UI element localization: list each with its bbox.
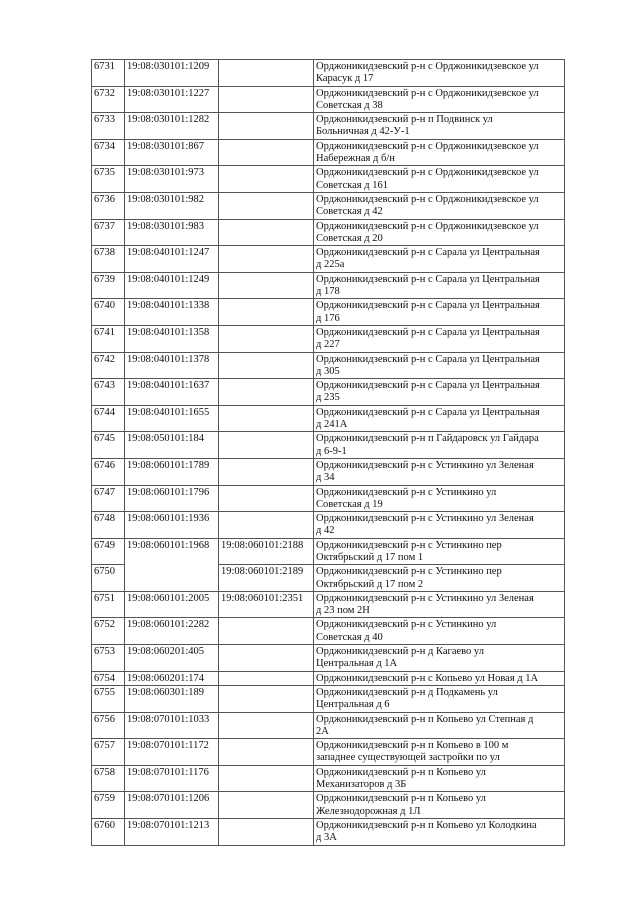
table-row <box>92 219 565 246</box>
row-number-cell: 6760 <box>92 818 125 845</box>
cadastral-number-cell: 19:08:070101:1172 <box>125 739 219 766</box>
address-line: Советская д 38 <box>316 99 383 111</box>
cadastral-number-cell: 19:08:030101:1227 <box>125 86 219 113</box>
table-row <box>92 712 565 739</box>
table-row <box>92 272 565 299</box>
cadastral-number-cell: 19:08:070101:1213 <box>125 818 219 845</box>
address-cell <box>314 86 565 113</box>
table-row <box>92 818 565 845</box>
address-line: д 305 <box>316 365 340 377</box>
table-row <box>92 246 565 273</box>
address-line: Октябрьский д 17 пом 1 <box>316 551 424 563</box>
row-number-cell: 6735 <box>92 166 125 193</box>
cadastral-number-cell: 19:08:030101:973 <box>125 166 219 193</box>
address-cell <box>314 325 565 352</box>
object-cadastral-number-cell <box>219 818 314 845</box>
row-number-cell: 6737 <box>92 219 125 246</box>
cadastral-number-cell: 19:08:030101:867 <box>125 139 219 166</box>
address-line: Орджоникидзевский р-н с Орджоникидзевское ул <box>316 61 539 72</box>
object-cadastral-number-cell: 19:08:060101:2189 <box>219 565 314 592</box>
cadastral-number-cell: 19:08:060101:1968 <box>125 538 219 591</box>
object-cadastral-number-cell <box>219 458 314 485</box>
object-cadastral-number-cell <box>219 139 314 166</box>
cadastral-number-cell: 19:08:060301:189 <box>125 685 219 712</box>
table-row <box>92 765 565 792</box>
address-line: Орджоникидзевский р-н с Сарала ул Центральная <box>316 353 540 365</box>
object-cadastral-number-cell <box>219 272 314 299</box>
address-cell <box>314 485 565 512</box>
row-number-cell: 6752 <box>92 618 125 645</box>
address-line: Орджоникидзевский р-н с Сарала ул Центральная <box>316 406 540 418</box>
row-number-cell: 6731 <box>92 60 125 87</box>
address-cell <box>314 192 565 219</box>
table-row <box>92 512 565 539</box>
row-number-cell: 6736 <box>92 192 125 219</box>
address-cell <box>314 591 565 618</box>
cadastral-number-cell: 19:08:060201:174 <box>125 671 219 685</box>
object-cadastral-number-cell <box>219 192 314 219</box>
object-cadastral-number-cell <box>219 166 314 193</box>
cadastral-number-cell: 19:08:070101:1176 <box>125 765 219 792</box>
cadastral-number-cell: 19:08:030101:982 <box>125 192 219 219</box>
object-cadastral-number-cell <box>219 299 314 326</box>
address-cell <box>314 618 565 645</box>
address-line: Орджоникидзевский р-н с Устинкино ул Зеленая <box>316 459 534 471</box>
address-cell <box>314 712 565 739</box>
object-cadastral-number-cell <box>219 379 314 406</box>
address-line: Советская д 161 <box>316 179 388 191</box>
row-number-cell: 6750 <box>92 565 125 592</box>
table-row <box>92 113 565 140</box>
cadastral-number-cell: 19:08:030101:1282 <box>125 113 219 140</box>
address-line: Орджоникидзевский р-н с Сарала ул Центральная <box>316 247 540 259</box>
row-number-cell: 6745 <box>92 432 125 459</box>
address-cell <box>314 352 565 379</box>
cadastral-number-cell: 19:08:040101:1655 <box>125 405 219 432</box>
cadastral-number-cell: 19:08:060101:1936 <box>125 512 219 539</box>
row-number-cell: 6753 <box>92 645 125 672</box>
cadastral-number-cell: 19:08:040101:1338 <box>125 299 219 326</box>
address-line: д 176 <box>316 312 340 324</box>
address-cell <box>314 739 565 766</box>
address-line: Октябрьский д 17 пом 2 <box>316 578 424 590</box>
row-number-cell: 6755 <box>92 685 125 712</box>
address-line: Орджоникидзевский р-н д Кагаево ул <box>316 646 484 658</box>
address-cell <box>314 565 565 592</box>
row-number-cell: 6743 <box>92 379 125 406</box>
address-cell <box>314 432 565 459</box>
cadastral-number-cell: 19:08:060101:2282 <box>125 618 219 645</box>
row-number-cell: 6732 <box>92 86 125 113</box>
object-cadastral-number-cell <box>219 618 314 645</box>
address-line: Орджоникидзевский р-н д Подкамень ул <box>316 686 498 698</box>
address-line: Карасук д 17 <box>316 73 374 85</box>
address-line: Орджоникидзевский р-н с Орджоникидзевское ул <box>316 193 539 205</box>
object-cadastral-number-cell <box>219 671 314 685</box>
address-cell <box>314 512 565 539</box>
object-cadastral-number-cell <box>219 739 314 766</box>
table-row <box>92 405 565 432</box>
table-row <box>92 166 565 193</box>
address-cell <box>314 765 565 792</box>
address-line: Советская д 42 <box>316 206 383 218</box>
address-line: Орджоникидзевский р-н п Копьево ул <box>316 766 486 778</box>
address-cell <box>314 792 565 819</box>
address-line: Орджоникидзевский р-н п Подвинск ул <box>316 114 493 126</box>
address-cell <box>314 818 565 845</box>
address-line: Орджоникидзевский р-н с Орджоникидзевское ул <box>316 220 539 232</box>
address-line: Орджоникидзевский р-н с Устинкино ул <box>316 619 497 631</box>
table-row <box>92 352 565 379</box>
address-line: Механизаторов д 3Б <box>316 779 407 791</box>
address-cell <box>314 139 565 166</box>
address-line: Советская д 19 <box>316 498 383 510</box>
row-number-cell: 6733 <box>92 113 125 140</box>
object-cadastral-number-cell <box>219 765 314 792</box>
cadastral-number-cell: 19:08:050101:184 <box>125 432 219 459</box>
table-row <box>92 618 565 645</box>
address-line: западнее существующей застройки по ул <box>316 752 500 764</box>
object-cadastral-number-cell <box>219 685 314 712</box>
address-line: д 6-9-1 <box>316 445 347 457</box>
address-cell <box>314 272 565 299</box>
address-line: Орджоникидзевский р-н с Орджоникидзевское ул <box>316 140 539 152</box>
cadastral-number-cell: 19:08:030101:983 <box>125 219 219 246</box>
table-row <box>92 739 565 766</box>
object-cadastral-number-cell: 19:08:060101:2351 <box>219 591 314 618</box>
address-line: д 225а <box>316 259 345 271</box>
address-cell <box>314 219 565 246</box>
cadastral-number-cell: 19:08:040101:1637 <box>125 379 219 406</box>
address-cell <box>314 166 565 193</box>
object-cadastral-number-cell <box>219 485 314 512</box>
table-row <box>92 139 565 166</box>
address-line: Больничная д 42-У-1 <box>316 126 410 138</box>
cadastral-number-cell: 19:08:060101:1796 <box>125 485 219 512</box>
address-line: Центральная д 1А <box>316 658 398 670</box>
address-cell <box>314 671 565 685</box>
table-row <box>92 671 565 685</box>
cadastral-number-cell: 19:08:070101:1206 <box>125 792 219 819</box>
address-line: Орджоникидзевский р-н п Копьево ул <box>316 793 486 805</box>
address-line: Орджоникидзевский р-н п Гайдаровск ул Гайдара <box>316 433 539 445</box>
address-cell <box>314 379 565 406</box>
address-cell <box>314 299 565 326</box>
row-number-cell: 6757 <box>92 739 125 766</box>
address-line: д 3А <box>316 832 337 844</box>
table-row <box>92 192 565 219</box>
address-cell <box>314 458 565 485</box>
row-number-cell: 6758 <box>92 765 125 792</box>
row-number-cell: 6738 <box>92 246 125 273</box>
row-number-cell: 6748 <box>92 512 125 539</box>
object-cadastral-number-cell: 19:08:060101:2188 <box>219 538 314 565</box>
row-number-cell: 6741 <box>92 325 125 352</box>
row-number-cell: 6756 <box>92 712 125 739</box>
address-line: Орджоникидзевский р-н с Орджоникидзевское ул <box>316 167 539 179</box>
address-line: д 23 пом 2Н <box>316 605 370 617</box>
row-number-cell: 6759 <box>92 792 125 819</box>
row-number-cell: 6740 <box>92 299 125 326</box>
object-cadastral-number-cell <box>219 405 314 432</box>
object-cadastral-number-cell <box>219 645 314 672</box>
cadastral-number-cell: 19:08:060101:1789 <box>125 458 219 485</box>
address-line: Советская д 40 <box>316 631 383 643</box>
row-number-cell: 6751 <box>92 591 125 618</box>
address-line: д 178 <box>316 286 340 298</box>
cadastral-number-cell: 19:08:040101:1249 <box>125 272 219 299</box>
object-cadastral-number-cell <box>219 60 314 87</box>
object-cadastral-number-cell <box>219 86 314 113</box>
table-row <box>92 591 565 618</box>
table-row <box>92 60 565 87</box>
address-line: 2А <box>316 725 329 737</box>
register-table <box>91 59 565 846</box>
object-cadastral-number-cell <box>219 792 314 819</box>
address-line: Набережная д б/н <box>316 153 395 165</box>
table-row <box>92 299 565 326</box>
row-number-cell: 6734 <box>92 139 125 166</box>
address-line: Центральная д 6 <box>316 699 390 711</box>
address-line: д 241А <box>316 419 348 431</box>
table-row <box>92 538 565 565</box>
cadastral-number-cell: 19:08:070101:1033 <box>125 712 219 739</box>
address-line: Орджоникидзевский р-н с Сарала ул Центральная <box>316 300 540 312</box>
address-line: Орджоникидзевский р-н с Устинкино пер <box>316 539 502 551</box>
address-cell <box>314 405 565 432</box>
address-line: Железнодорожная д 1Л <box>316 805 421 817</box>
cadastral-number-cell: 19:08:060101:2005 <box>125 591 219 618</box>
object-cadastral-number-cell <box>219 219 314 246</box>
address-line: Орджоникидзевский р-н с Орджоникидзевское ул <box>316 87 539 99</box>
object-cadastral-number-cell <box>219 113 314 140</box>
row-number-cell: 6739 <box>92 272 125 299</box>
address-cell <box>314 645 565 672</box>
row-number-cell: 6747 <box>92 485 125 512</box>
address-line: д 227 <box>316 339 340 351</box>
address-line: Советская д 20 <box>316 232 383 244</box>
address-line: д 34 <box>316 472 335 484</box>
address-cell <box>314 538 565 565</box>
cadastral-number-cell: 19:08:040101:1247 <box>125 246 219 273</box>
object-cadastral-number-cell <box>219 352 314 379</box>
address-line: Орджоникидзевский р-н с Сарала ул Центральная <box>316 273 540 285</box>
cadastral-number-cell: 19:08:030101:1209 <box>125 60 219 87</box>
address-line: Орджоникидзевский р-н с Устинкино ул Зеленая <box>316 513 534 525</box>
table-row <box>92 379 565 406</box>
table-row <box>92 485 565 512</box>
address-line: д 42 <box>316 525 335 537</box>
address-line: Орджоникидзевский р-н п Копьево ул Колодкина <box>316 819 537 831</box>
address-line: Орджоникидзевский р-н с Устинкино пер <box>316 566 502 578</box>
address-line: Орджоникидзевский р-н п Копьево ул Степная д <box>316 713 534 725</box>
table-row <box>92 792 565 819</box>
address-line: Орджоникидзевский р-н с Сарала ул Центральная <box>316 380 540 392</box>
table-row <box>92 432 565 459</box>
object-cadastral-number-cell <box>219 246 314 273</box>
register-table-body <box>92 60 565 846</box>
address-cell <box>314 246 565 273</box>
object-cadastral-number-cell <box>219 325 314 352</box>
object-cadastral-number-cell <box>219 512 314 539</box>
cadastral-number-cell: 19:08:040101:1358 <box>125 325 219 352</box>
row-number-cell: 6746 <box>92 458 125 485</box>
table-row <box>92 645 565 672</box>
address-line: Орджоникидзевский р-н с Сарала ул Центральная <box>316 326 540 338</box>
address-line: Орджоникидзевский р-н с Копьево ул Новая д 1А <box>316 672 539 684</box>
object-cadastral-number-cell <box>219 712 314 739</box>
cadastral-number-cell: 19:08:040101:1378 <box>125 352 219 379</box>
row-number-cell: 6744 <box>92 405 125 432</box>
table-row <box>92 86 565 113</box>
address-line: Орджоникидзевский р-н с Устинкино ул Зеленая <box>316 592 534 604</box>
address-line: Орджоникидзевский р-н п Копьево в 100 м <box>316 740 509 752</box>
cadastral-number-cell: 19:08:060201:405 <box>125 645 219 672</box>
row-number-cell: 6742 <box>92 352 125 379</box>
row-number-cell: 6749 <box>92 538 125 565</box>
address-cell <box>314 60 565 87</box>
table-row <box>92 685 565 712</box>
address-cell <box>314 685 565 712</box>
object-cadastral-number-cell <box>219 432 314 459</box>
address-line: д 235 <box>316 392 340 404</box>
table-row <box>92 458 565 485</box>
address-cell <box>314 113 565 140</box>
table-row <box>92 325 565 352</box>
address-line: Орджоникидзевский р-н с Устинкино ул <box>316 486 497 498</box>
row-number-cell: 6754 <box>92 671 125 685</box>
